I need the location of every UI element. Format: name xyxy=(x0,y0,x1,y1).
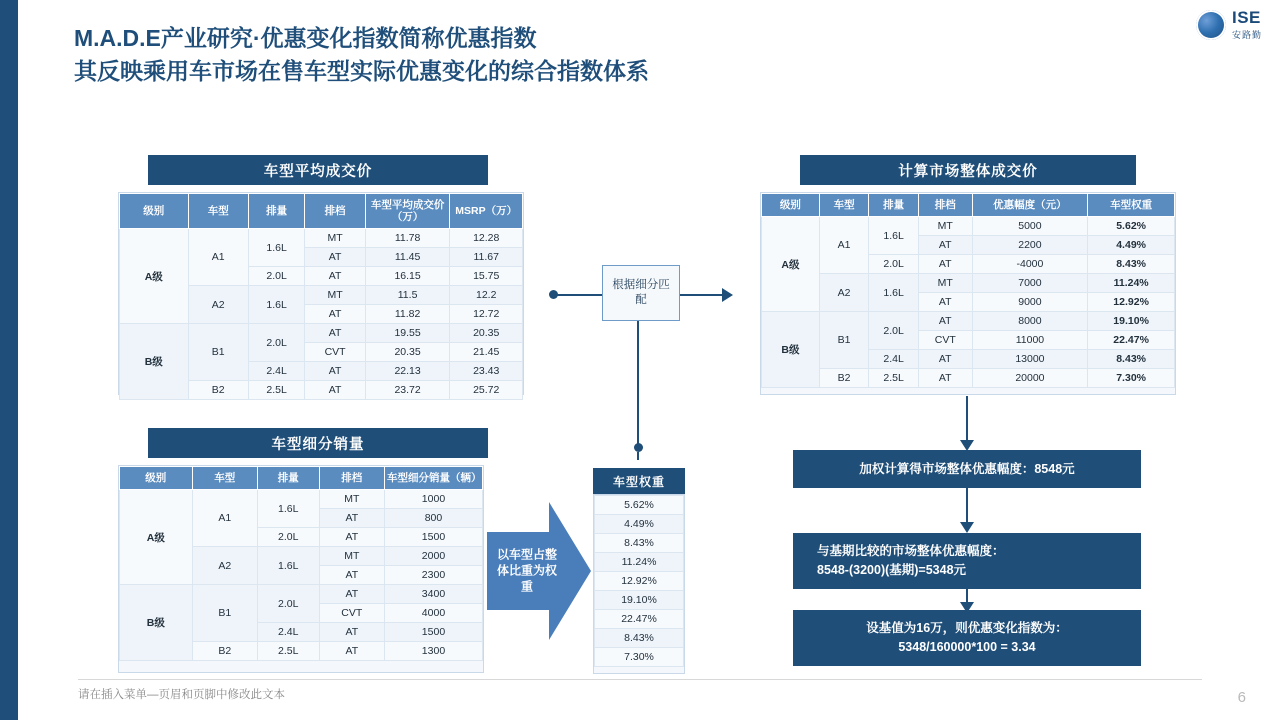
cell-transmission: MT xyxy=(319,490,384,509)
cell-transmission: AT xyxy=(305,267,365,286)
cell-sales: 2000 xyxy=(384,547,482,566)
cell-weight: 8.43% xyxy=(1088,350,1175,369)
cell-avg: 20.35 xyxy=(365,343,450,362)
cell-transmission: AT xyxy=(305,324,365,343)
cell-transmission: AT xyxy=(319,528,384,547)
cell-sales: 1500 xyxy=(384,623,482,642)
cell-displacement: 1.6L xyxy=(248,229,304,267)
cell-transmission: CVT xyxy=(918,331,972,350)
cell-weight: 11.24% xyxy=(1088,274,1175,293)
table-header-row xyxy=(120,467,483,490)
cell-displacement: 1.6L xyxy=(248,286,304,324)
col-weight: 车型权重 xyxy=(1088,194,1175,217)
cell-sales: 800 xyxy=(384,509,482,528)
cell-model: B1 xyxy=(192,585,257,642)
cell-discount: 7000 xyxy=(972,274,1088,293)
col-sales: 车型细分销量（辆） xyxy=(384,467,482,490)
panel-header-market-price: 计算市场整体成交价 xyxy=(800,155,1136,185)
cell-avg: 11.45 xyxy=(365,248,450,267)
weights-grid xyxy=(594,495,684,667)
market-price-grid xyxy=(761,193,1175,388)
cell-transmission: AT xyxy=(918,255,972,274)
cell-model: A2 xyxy=(192,547,257,585)
match-decision-label: 根据细分匹配 xyxy=(612,279,670,306)
cell-model: A1 xyxy=(188,229,248,286)
cell-msrp: 15.75 xyxy=(450,267,523,286)
callout-vs-base-line-2: 8548-(3200)(基期)=5348元 xyxy=(817,563,967,577)
cell-displacement: 1.6L xyxy=(257,547,319,585)
cell-transmission: AT xyxy=(918,236,972,255)
col-grade: 级别 xyxy=(120,467,193,490)
cell-avg: 11.5 xyxy=(365,286,450,305)
cell-msrp: 20.35 xyxy=(450,324,523,343)
cell-discount: 5000 xyxy=(972,217,1088,236)
cell-discount: -4000 xyxy=(972,255,1088,274)
cell-msrp: 23.43 xyxy=(450,362,523,381)
cell-avg: 23.72 xyxy=(365,381,450,400)
callout-index-result xyxy=(793,610,1141,666)
table-market-price xyxy=(760,192,1176,395)
col-discount: 优惠幅度（元） xyxy=(972,194,1088,217)
cell-transmission: AT xyxy=(305,362,365,381)
list-item xyxy=(595,572,684,591)
table-avg-price xyxy=(118,192,524,395)
callout-vs-base-period xyxy=(793,533,1141,589)
cell-displacement: 2.0L xyxy=(869,312,919,350)
table-header-row xyxy=(120,194,523,229)
connector-vertical-lower xyxy=(637,452,639,460)
connector-line-from-decision xyxy=(680,294,722,296)
cell-grade: A级 xyxy=(120,490,193,585)
cell-displacement: 2.4L xyxy=(869,350,919,369)
arrow-down-to-callout2 xyxy=(960,522,974,533)
cell-transmission: MT xyxy=(918,217,972,236)
list-item xyxy=(595,591,684,610)
left-accent-bar xyxy=(0,0,18,720)
cell-transmission: AT xyxy=(305,381,365,400)
avg-price-grid xyxy=(119,193,523,400)
weight-value: 11.24% xyxy=(595,553,684,572)
weight-value: 19.10% xyxy=(595,591,684,610)
cell-grade: B级 xyxy=(120,585,193,661)
cell-displacement: 2.0L xyxy=(869,255,919,274)
flow-line-callout2-to-callout3 xyxy=(966,589,968,603)
cell-discount: 13000 xyxy=(972,350,1088,369)
table-row xyxy=(762,274,1175,293)
cell-sales: 1500 xyxy=(384,528,482,547)
cell-avg: 16.15 xyxy=(365,267,450,286)
cell-weight: 7.30% xyxy=(1088,369,1175,388)
col-transmission: 排档 xyxy=(918,194,972,217)
col-transmission: 排档 xyxy=(319,467,384,490)
callout-vs-base-line-1: 与基期比较的市场整体优惠幅度： xyxy=(817,544,1005,559)
cell-sales: 1300 xyxy=(384,642,482,661)
col-transmission: 排档 xyxy=(305,194,365,229)
cell-msrp: 11.67 xyxy=(450,248,523,267)
table-row xyxy=(762,369,1175,388)
table-row xyxy=(120,324,523,343)
logo-globe-icon xyxy=(1196,10,1226,40)
cell-transmission: AT xyxy=(918,312,972,331)
cell-displacement: 2.5L xyxy=(869,369,919,388)
cell-displacement: 1.6L xyxy=(257,490,319,528)
cell-transmission: AT xyxy=(918,369,972,388)
cell-grade: A级 xyxy=(120,229,189,324)
cell-msrp: 12.72 xyxy=(450,305,523,324)
cell-avg: 22.13 xyxy=(365,362,450,381)
flow-line-market-to-callout1 xyxy=(966,396,968,440)
cell-sales: 3400 xyxy=(384,585,482,604)
cell-msrp: 12.28 xyxy=(450,229,523,248)
cell-transmission: MT xyxy=(319,547,384,566)
cell-avg: 19.55 xyxy=(365,324,450,343)
weight-value: 5.62% xyxy=(595,496,684,515)
cell-transmission: CVT xyxy=(319,604,384,623)
cell-transmission: CVT xyxy=(305,343,365,362)
cell-sales: 1000 xyxy=(384,490,482,509)
cell-weight: 5.62% xyxy=(1088,217,1175,236)
page-title-line-2: 其反映乘用车市场在售车型实际优惠变化的综合指数体系 xyxy=(74,58,649,85)
col-displacement: 排量 xyxy=(257,467,319,490)
logo-subtext: 安路勤 xyxy=(1231,30,1262,40)
cell-weight: 4.49% xyxy=(1088,236,1175,255)
cell-model: A1 xyxy=(192,490,257,547)
cell-displacement: 1.6L xyxy=(869,274,919,312)
list-item xyxy=(595,515,684,534)
connector-line-to-decision xyxy=(556,294,602,296)
page-title-line-1: M.A.D.E产业研究·优惠变化指数简称优惠指数 xyxy=(74,25,537,51)
cell-displacement: 2.5L xyxy=(257,642,319,661)
cell-avg: 11.78 xyxy=(365,229,450,248)
footer-note: 请在插入菜单—页眉和页脚中修改此文本 xyxy=(78,689,285,701)
cell-model: B1 xyxy=(188,324,248,381)
list-item xyxy=(595,496,684,515)
cell-weight: 22.47% xyxy=(1088,331,1175,350)
list-item xyxy=(595,648,684,667)
cell-transmission: MT xyxy=(918,274,972,293)
weight-value: 7.30% xyxy=(595,648,684,667)
page-number: 6 xyxy=(1237,689,1246,706)
table-segment-sales xyxy=(118,465,484,673)
brand-logo xyxy=(1196,8,1262,41)
cell-displacement: 2.5L xyxy=(248,381,304,400)
flow-line-callout1-to-callout2 xyxy=(966,488,968,522)
weight-value: 8.43% xyxy=(595,629,684,648)
cell-grade: A级 xyxy=(762,217,820,312)
arrow-right-to-market-table xyxy=(722,288,733,302)
cell-grade: B级 xyxy=(120,324,189,400)
cell-displacement: 2.0L xyxy=(248,324,304,362)
col-model: 车型 xyxy=(188,194,248,229)
cell-model: B2 xyxy=(192,642,257,661)
connector-dot-bottom xyxy=(634,443,643,452)
weight-value: 8.43% xyxy=(595,534,684,553)
cell-discount: 2200 xyxy=(972,236,1088,255)
cell-discount: 11000 xyxy=(972,331,1088,350)
cell-transmission: AT xyxy=(319,623,384,642)
weight-arrow xyxy=(487,502,591,640)
list-item xyxy=(595,629,684,648)
cell-transmission: AT xyxy=(305,305,365,324)
cell-discount: 20000 xyxy=(972,369,1088,388)
col-model: 车型 xyxy=(819,194,869,217)
cell-transmission: AT xyxy=(319,642,384,661)
cell-transmission: AT xyxy=(319,585,384,604)
table-row xyxy=(120,585,483,604)
callout-weighted-discount xyxy=(793,450,1141,488)
cell-model: B2 xyxy=(188,381,248,400)
table-row xyxy=(762,312,1175,331)
cell-model: A2 xyxy=(819,274,869,312)
connector-vertical-down xyxy=(637,321,639,445)
cell-weight: 19.10% xyxy=(1088,312,1175,331)
cell-transmission: AT xyxy=(918,293,972,312)
cell-model: A1 xyxy=(819,217,869,274)
cell-transmission: AT xyxy=(918,350,972,369)
weights-list xyxy=(593,494,685,674)
panel-header-segment-sales: 车型细分销量 xyxy=(148,428,488,458)
cell-displacement: 2.4L xyxy=(257,623,319,642)
cell-grade: B级 xyxy=(762,312,820,388)
cell-transmission: AT xyxy=(319,566,384,585)
cell-msrp: 21.45 xyxy=(450,343,523,362)
list-item xyxy=(595,553,684,572)
col-model: 车型 xyxy=(192,467,257,490)
cell-transmission: MT xyxy=(305,286,365,305)
page-title xyxy=(74,22,649,89)
cell-discount: 8000 xyxy=(972,312,1088,331)
cell-displacement: 2.0L xyxy=(257,528,319,547)
cell-discount: 9000 xyxy=(972,293,1088,312)
cell-sales: 4000 xyxy=(384,604,482,623)
cell-model: B2 xyxy=(819,369,869,388)
cell-transmission: AT xyxy=(305,248,365,267)
weight-value: 12.92% xyxy=(595,572,684,591)
cell-transmission: AT xyxy=(319,509,384,528)
callout-weighted-discount-text: 加权计算得市场整体优惠幅度：8548元 xyxy=(859,461,1075,476)
list-item xyxy=(595,534,684,553)
cell-model: A2 xyxy=(188,286,248,324)
cell-weight: 8.43% xyxy=(1088,255,1175,274)
logo-text: ISE xyxy=(1231,8,1261,27)
callout-index-line-1: 设基值为16万，则优惠变化指数为： xyxy=(866,621,1068,636)
cell-weight: 12.92% xyxy=(1088,293,1175,312)
cell-transmission: MT xyxy=(305,229,365,248)
cell-sales: 2300 xyxy=(384,566,482,585)
col-displacement: 排量 xyxy=(248,194,304,229)
col-displacement: 排量 xyxy=(869,194,919,217)
col-grade: 级别 xyxy=(762,194,820,217)
col-msrp: MSRP（万） xyxy=(450,194,523,229)
table-row xyxy=(120,229,523,248)
panel-header-avg-price: 车型平均成交价 xyxy=(148,155,488,185)
segment-sales-grid xyxy=(119,466,483,661)
cell-displacement: 1.6L xyxy=(869,217,919,255)
cell-displacement: 2.0L xyxy=(248,267,304,286)
cell-displacement: 2.0L xyxy=(257,585,319,623)
table-header-row xyxy=(762,194,1175,217)
callout-index-line-2: 5348/160000*100 = 3.34 xyxy=(898,640,1036,654)
footer-divider xyxy=(78,679,1202,680)
table-row xyxy=(120,490,483,509)
match-decision-box xyxy=(602,265,680,321)
table-row xyxy=(762,217,1175,236)
weight-value: 22.47% xyxy=(595,610,684,629)
weight-value: 4.49% xyxy=(595,515,684,534)
cell-model: B1 xyxy=(819,312,869,369)
list-item xyxy=(595,610,684,629)
col-grade: 级别 xyxy=(120,194,189,229)
col-avg-price: 车型平均成交价（万） xyxy=(365,194,450,229)
cell-avg: 11.82 xyxy=(365,305,450,324)
cell-msrp: 25.72 xyxy=(450,381,523,400)
cell-msrp: 12.2 xyxy=(450,286,523,305)
weight-arrow-label: 以车型占整体比重为权重 xyxy=(496,547,557,595)
panel-header-weights: 车型权重 xyxy=(593,468,685,494)
cell-displacement: 2.4L xyxy=(248,362,304,381)
